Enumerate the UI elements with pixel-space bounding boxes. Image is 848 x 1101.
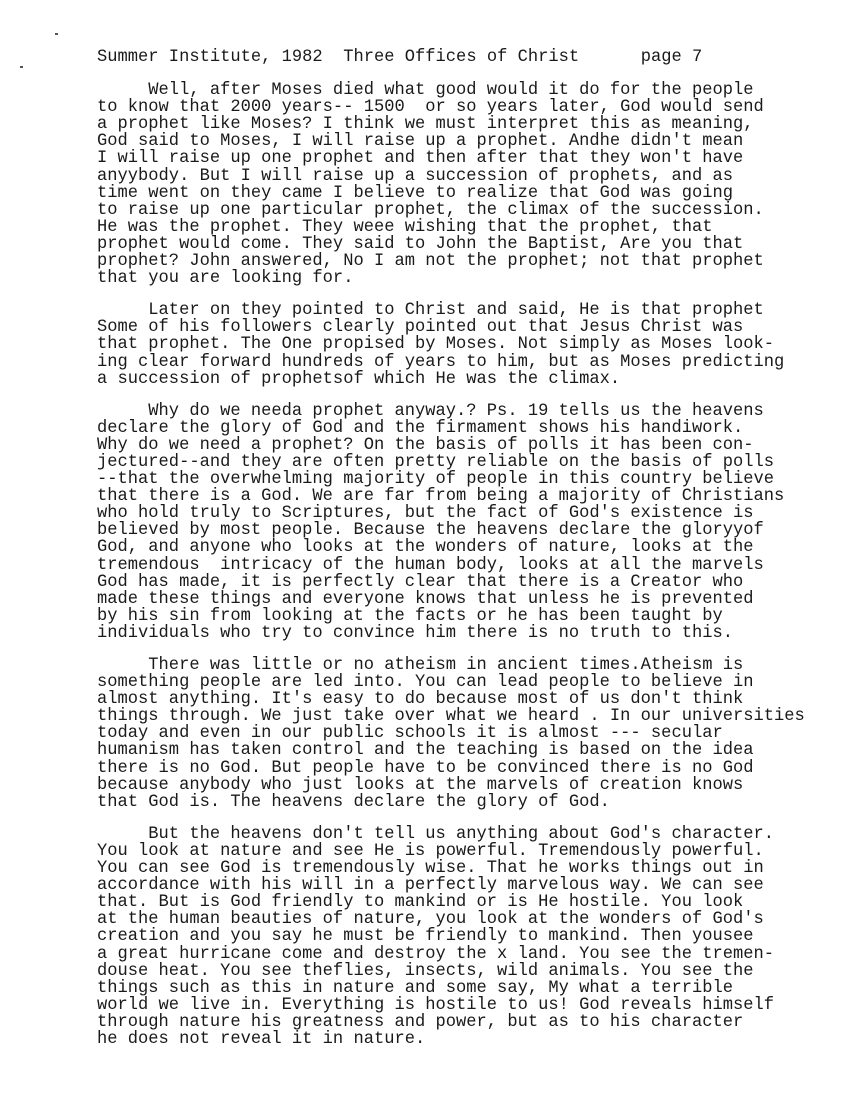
text-line: individuals who try to convince him there is no truth to this.	[97, 623, 733, 643]
text-line: things through. We just take over what we heard . In our universities	[97, 707, 805, 727]
text-line: that you are looking for.	[97, 269, 354, 289]
text-line: through nature his greatness and power, but as to his character	[97, 1012, 744, 1032]
text-line: he does not reveal it in nature.	[97, 1029, 426, 1049]
text-line: prophet would come. They said to John the Baptist, Are you that	[97, 234, 744, 254]
text-line: that. But is God friendly to mankind or is He hostile. You look	[97, 893, 744, 913]
text-line: there is no God. But people have to be convinced there is no God	[97, 758, 754, 778]
text-line: Why do we needa prophet anyway.? Ps. 19 tells us the heavens	[97, 401, 764, 421]
text-line: humanism has taken control and the teaching is based on the idea	[97, 741, 754, 761]
stray-mark	[55, 33, 58, 35]
text-line: God said to Moses, I will raise up a prophet. Andhe didn't mean	[97, 132, 744, 152]
text-line: who hold truly to Scriptures, but the fact of God's existence is	[97, 504, 754, 524]
text-line: declare the glory of God and the firmament shows his handiwork.	[97, 418, 744, 438]
text-line: a succession of prophetsof which He was the climax.	[97, 369, 621, 389]
text-line: that God is. The heavens declare the glory of God.	[97, 792, 610, 812]
text-line: ing clear forward hundreds of years to him, but as Moses predicting	[97, 352, 785, 372]
text-line: today and even in our public schools it is almost --- secular	[97, 724, 723, 744]
document-body	[97, 82, 805, 1048]
text-line: believed by most people. Because the heavens declare the gloryyof	[97, 521, 764, 541]
text-line: time went on they came I believe to realize that God was going	[97, 183, 733, 203]
paragraph	[97, 302, 805, 387]
text-line: accordance with his will in a perfectly marvelous way. We can see	[97, 876, 764, 896]
text-line: tremendous intricacy of the human body, looks at all the marvels	[97, 555, 764, 575]
text-line: Later on they pointed to Christ and said, He is that prophet	[97, 301, 764, 321]
text-line: douse heat. You see theflies, insects, wild animals. You see the	[97, 961, 754, 981]
header-page-number: page 7	[640, 48, 703, 67]
text-line: because anybody who just looks at the marvels of creation knows	[97, 775, 744, 795]
header-institute: Summer Institute, 1982	[97, 48, 323, 67]
text-line: a great hurricane come and destroy the x land. You see the tremen-	[97, 944, 775, 964]
text-line: I will raise up one prophet and then after that they won't have	[97, 149, 744, 169]
text-line: something people are led into. You can lead people to believe in	[97, 673, 754, 693]
text-line: Why do we need a prophet? On the basis of polls it has been con-	[97, 435, 754, 455]
text-line: Well, after Moses died what good would it do for the people	[97, 81, 754, 101]
text-line: --that the overwhelming majority of people in this country believe	[97, 470, 775, 490]
text-line: to know that 2000 years-- 1500 or so years later, God would send	[97, 98, 764, 118]
text-line: There was little or no atheism in ancient times.Atheism is	[97, 656, 744, 675]
text-line: by his sin from looking at the facts or he has been taught by	[97, 606, 723, 626]
text-line: You can see God is tremendously wise. That he works things out in	[97, 859, 764, 879]
text-line: creation and you say he must be friendly to mankind. Then yousee	[97, 927, 754, 947]
paragraph	[97, 403, 805, 642]
document-page	[97, 49, 805, 1063]
text-line: at the human beauties of nature, you look at the wonders of God's	[97, 910, 764, 930]
text-line: made these things and everyone knows that unless he is prevented	[97, 589, 754, 609]
text-line: God, and anyone who looks at the wonders of nature, looks at the	[97, 538, 754, 558]
text-line: a prophet like Moses? I think we must interpret this as meaning,	[97, 115, 754, 135]
paragraph	[97, 826, 805, 1048]
text-line: anyybody. But I will raise up a succession of prophets, and as	[97, 166, 733, 186]
page-header	[97, 49, 805, 66]
text-line: jectured--and they are often pretty reliable on the basis of polls	[97, 452, 775, 472]
text-line: to raise up one particular prophet, the climax of the succession.	[97, 200, 764, 220]
header-title: Three Offices of Christ	[343, 48, 580, 67]
text-line: Some of his followers clearly pointed out that Jesus Christ was	[97, 318, 744, 338]
text-line: God has made, it is perfectly clear that there is a Creator who	[97, 572, 744, 592]
text-line: He was the prophet. They weee wishing that the prophet, that	[97, 217, 713, 237]
text-line: prophet? John answered, No I am not the prophet; not that prophet	[97, 252, 764, 272]
text-line: that there is a God. We are far from being a majority of Christians	[97, 487, 785, 507]
text-line: things such as this in nature and some say, My what a terrible	[97, 978, 733, 998]
paragraph	[97, 82, 805, 287]
text-line: You look at nature and see He is powerful. Tremendously powerful.	[97, 841, 764, 861]
paragraph	[97, 657, 805, 811]
text-line: But the heavens don't tell us anything about God's character.	[97, 824, 775, 844]
stray-mark	[20, 66, 23, 68]
text-line: world we live in. Everything is hostile to us! God reveals himself	[97, 995, 775, 1015]
text-line: that prophet. The One propised by Moses. Not simply as Moses look-	[97, 335, 775, 355]
text-line: almost anything. It's easy to do because most of us don't think	[97, 690, 744, 710]
